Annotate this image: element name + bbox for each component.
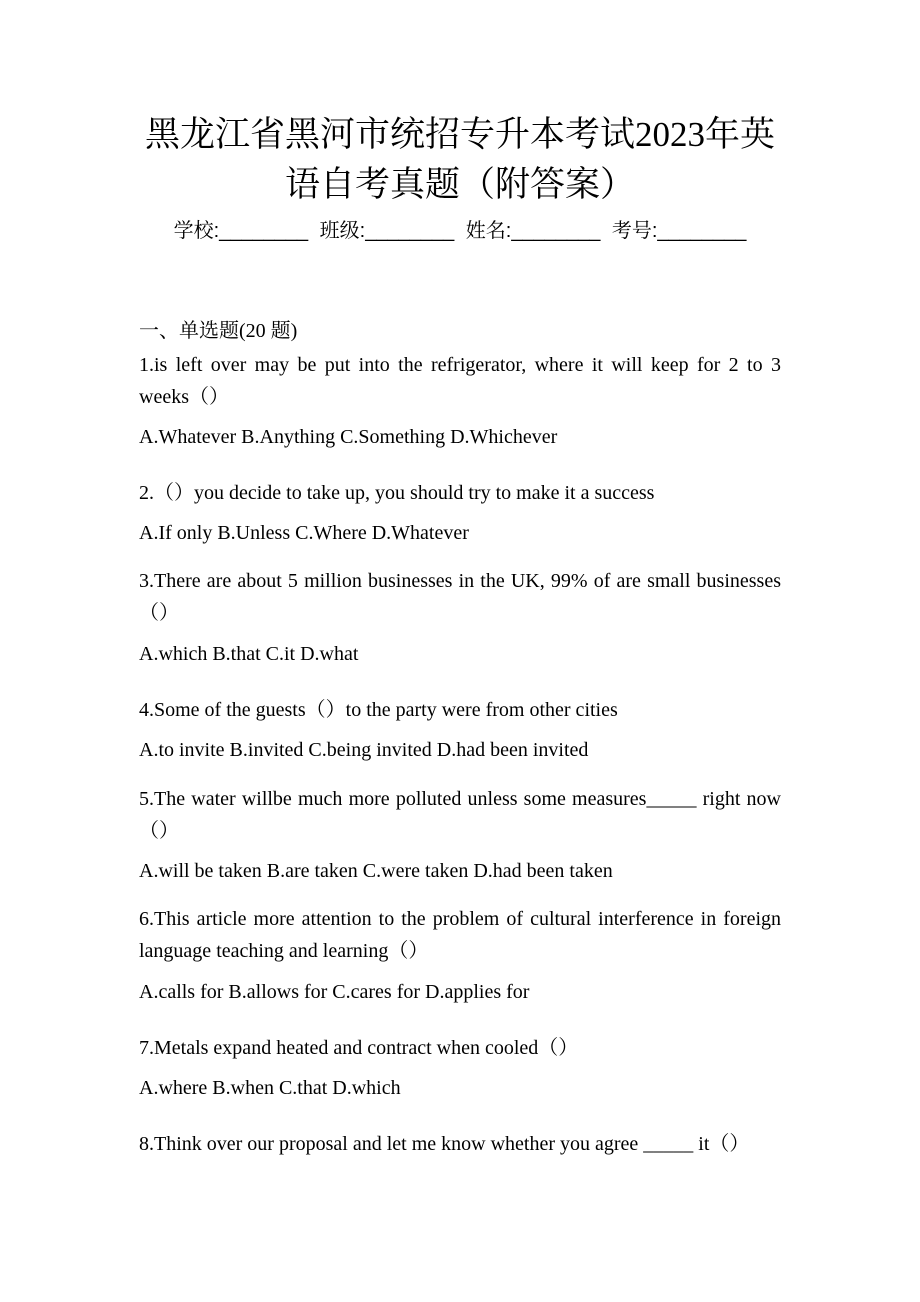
question-7: 7.Metals expand heated and contract when cooled（） [139,1037,579,1059]
question-1-options: A.Whatever B.Anything C.Something D.Whichever [139,426,558,448]
document-title-line1: 黑龙江省黑河市统招专升本考试2023年英 [144,115,775,154]
question-5-options: A.will be taken B.are taken C.were taken D.had been taken [139,860,613,882]
section-heading: 一、单选题(20 题) [139,320,298,342]
question-6: 6.This article more attention to the problem of cultural interference in foreign language teaching and learning（） [139,908,781,962]
question-4-options: A.to invite B.invited C.being invited D.had been invited [139,739,589,761]
question-5: 5.The water willbe much more polluted unless some measures_____ right now（） [139,788,781,842]
question-1: 1.is left over may be put into the refrigerator, where it will keep for 2 to 3 weeks（） [139,354,781,408]
question-7-options: A.where B.when C.that D.which [139,1077,401,1099]
question-3-options: A.which B.that C.it D.what [139,643,359,665]
document-title-line2: 语自考真题（附答案） [284,165,635,204]
question-3: 3.There are about 5 million businesses in the UK, 99% of are small businesses（） [139,570,781,624]
question-2-options: A.If only B.Unless C.Where D.Whatever [139,522,469,544]
question-4: 4.Some of the guests（）to the party were from other cities [139,699,618,721]
student-info-fields: 学校:________ 班级:________ 姓名:________ 考号:________ [173,220,747,242]
question-2: 2.（）you decide to take up, you should try to make it a success [139,482,655,504]
question-6-options: A.calls for B.allows for C.cares for D.applies for [139,981,530,1003]
question-8: 8.Think over our proposal and let me know whether you agree _____ it（） [139,1133,750,1155]
